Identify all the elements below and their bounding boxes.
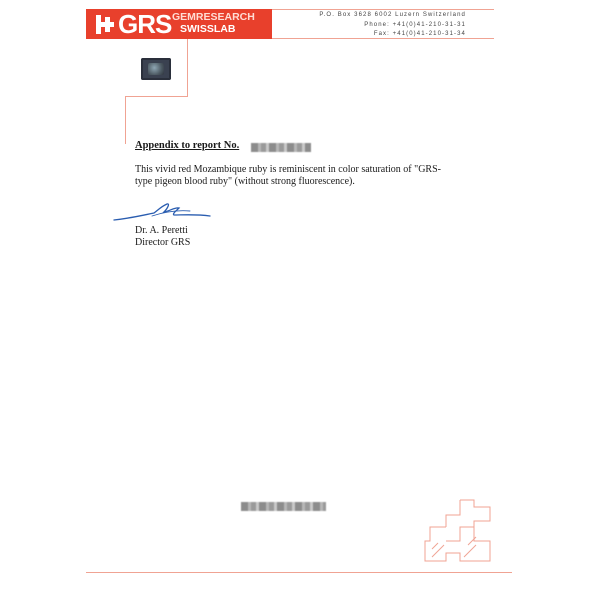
signatory-block xyxy=(135,225,190,249)
frame-line xyxy=(272,38,494,39)
grs-logo xyxy=(86,9,272,39)
frame-line xyxy=(125,96,126,144)
logo-text: GRS xyxy=(118,9,172,39)
signatory-title: Director GRS xyxy=(135,237,191,248)
appendix-text: This vivid red Mozambique ruby is reminiscent in color saturation of "GRS-type pigeon blood ruby" (without strong fluorescence). xyxy=(135,164,441,187)
frame-line xyxy=(187,39,188,96)
signatory-name: Dr. A. Peretti xyxy=(135,225,188,236)
logo-subtitle-line1: GEMRESEARCH xyxy=(172,11,255,23)
signature-image xyxy=(112,198,222,226)
address-block xyxy=(282,11,466,40)
redacted-report-number xyxy=(251,143,311,152)
fax-line: Fax: +41(0)41-210-31-34 xyxy=(373,31,466,37)
stepped-cross-outline-icon xyxy=(424,497,494,565)
redacted-footer-code xyxy=(241,502,326,511)
hologram-seal-icon xyxy=(141,58,171,80)
address-line: P.O. Box 3628 6002 Luzern Switzerland xyxy=(319,12,466,18)
hologram-core xyxy=(148,63,164,75)
logo-subtitle xyxy=(172,11,255,35)
frame-line xyxy=(125,96,188,97)
appendix-title: Appendix to report No. xyxy=(135,140,240,151)
phone-line: Phone: +41(0)41-210-31-31 xyxy=(364,21,466,28)
logo-subtitle-line2: SWISSLAB xyxy=(180,23,236,35)
grs-cross-logo-icon xyxy=(96,15,114,34)
footer-line xyxy=(86,572,512,573)
frame-line xyxy=(272,9,494,10)
